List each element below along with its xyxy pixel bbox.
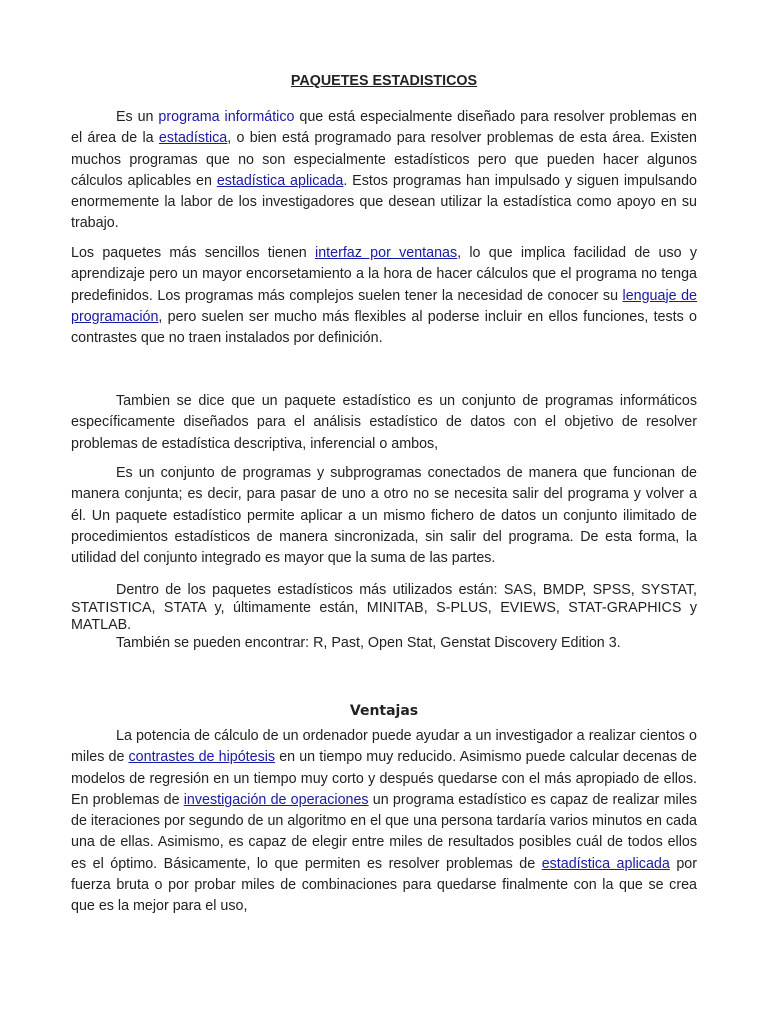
link-estadistica-aplicada-2[interactable]: estadística aplicada <box>541 855 670 872</box>
link-interfaz-por-ventanas[interactable]: interfaz por ventanas <box>315 245 458 261</box>
paragraph-text: Los paquetes más sencillos tienen <box>71 245 316 261</box>
paragraph-text: Es un <box>116 109 159 125</box>
paragraph-packages-list: Dentro de los paquetes estadísticos más utilizados están: SAS, BMDP, SPSS, SYSTAT, STATISTICA, STATA y, últimamente están, MINITAB, S-PLUS, EVIEWS, STAT-GRAPHICS y MATLAB. <box>71 582 697 633</box>
section-title-ventajas: Ventajas <box>349 703 419 719</box>
paragraph-definition: Tambien se dice que un paquete estadístico es un conjunto de programas informáticos específicamente diseñados para el análisis estadístico de datos con el objetivo de resolver problemas de estadística descriptiva, inferencial o ambos, <box>71 393 697 452</box>
paragraph-text: por fuerza bruta o por probar miles de combinaciones para quedarse finalmente con la que se crea que es la mejor para el uso, <box>71 855 697 915</box>
paragraph-other-packages: También se pueden encontrar: R, Past, Open Stat, Genstat Discovery Edition 3. <box>116 635 621 651</box>
paragraph-text: , lo que implica facilidad de uso y aprendizaje pero un mayor encorsetamiento a la hora de hacer cálculos que el programa no tenga predefinidos. Los programas más complejos suelen tener la necesidad de conocer su <box>71 245 697 304</box>
paragraph-ventajas <box>71 726 697 918</box>
paragraph-text: , o bien está programado para resolver problemas de esta área. Existen muchos programas que no son especialmente estadísticos pero que pueden hacer algunos cálculos aplicables en <box>71 130 697 189</box>
link-estadistica[interactable]: estadística <box>158 130 228 147</box>
link-estadistica-aplicada[interactable]: estadística aplicada <box>216 172 344 189</box>
link-contrastes-de-hipotesis[interactable]: contrastes de hipótesis <box>128 749 276 766</box>
link-lenguaje-de-programacion[interactable]: lenguaje de programación <box>71 287 697 325</box>
paragraph-text: , pero suelen ser mucho más flexibles al poderse incluir en ellos funciones, tests o contrastes que no traen instalados por definición. <box>71 308 697 347</box>
paragraph-intro <box>71 107 697 235</box>
link-investigacion-de-operaciones[interactable]: investigación de operaciones <box>183 791 369 808</box>
page-title: PAQUETES ESTADISTICOS <box>290 73 478 89</box>
paragraph-interfaces <box>71 243 697 349</box>
link-programa-informatico[interactable]: programa informático <box>158 109 295 125</box>
paragraph-conjunto: Es un conjunto de programas y subprogramas conectados de manera que funcionan de manera conjunta; es decir, para pasar de uno a otro no se necesita salir del programa y volver a él. Un paquete estadístico permite aplicar a un mismo fichero de datos un conjunto ilimitado de procedimientos estadísticos de manera sincronizada, sin salir del programa. De esta forma, la utilidad del conjunto integrado es mayor que la suma de las partes. <box>71 465 697 567</box>
paragraph-text: un programa estadístico es capaz de realizar miles de iteraciones por segundo de un algoritmo en el que una persona tardaría varios minutos en cada una de ellas. Asimismo, es capaz de elegir entre miles de resultados posibles cuál de todos ellos es el óptimo. Básicamente, lo que permiten es resolver problemas de <box>71 791 697 872</box>
paragraph-text: La potencia de cálculo de un ordenador puede ayudar a un investigador a realizar cientos o miles de <box>71 728 697 766</box>
paragraph-text: que está especialmente diseñado para resolver problemas en el área de la <box>71 109 697 147</box>
paragraph-text: en un tiempo muy reducido. Asimismo puede calcular decenas de modelos de regresión en un tiempo muy corto y después quedarse con el más apropiado de ellos. En problemas de <box>71 749 697 808</box>
paragraph-text: . Estos programas han impulsado y siguen impulsando enormemente la labor de los investigadores que desean utilizar la estadística como apoyo en su trabajo. <box>71 172 698 232</box>
